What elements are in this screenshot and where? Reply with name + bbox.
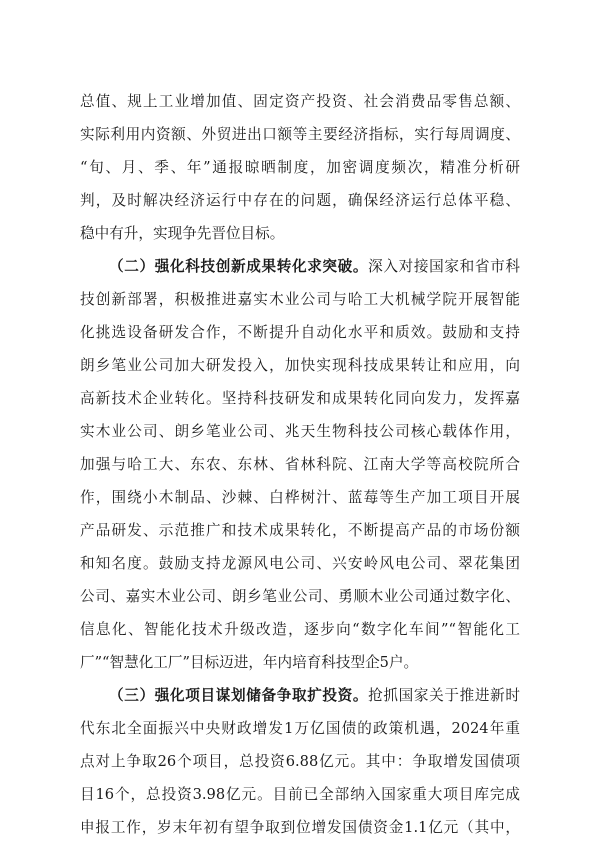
text-line: 公司、嘉实木业公司、朗乡笔业公司、勇顺木业公司通过数字化、 <box>80 588 520 605</box>
text-line: 厂”“智慧化工厂”目标迈进，年内培育科技型企5户。 <box>80 654 419 671</box>
text-line: 作，围绕小木制品、沙棘、白桦树汁、蓝莓等生产加工项目开展 <box>80 489 520 506</box>
text-line: “旬、月、季、年”通报晾晒制度，加密调度频次，精准分析研 <box>80 159 520 176</box>
text-line: 实木业公司、朗乡笔业公司、兆天生物科技公司核心载体作用， <box>80 423 520 440</box>
section-heading-line <box>109 686 520 706</box>
section-text: 深入对接国家和省市科 <box>368 258 520 275</box>
text-line: 技创新部署，积极推进嘉实木业公司与哈工大机械学院开展智能 <box>80 291 520 308</box>
section-heading: （三）强化项目谋划储备争取扩投资。 <box>109 687 369 704</box>
section-text: 抢抓国家关于推进新时 <box>368 687 520 704</box>
section-heading: （二）强化科技创新成果转化求突破。 <box>109 258 369 275</box>
text-line: 朗乡笔业公司加大研发投入，加快实现科技成果转让和应用，向 <box>80 357 520 374</box>
text-line: 产品研发、示范推广和技术成果转化，不断提高产品的市场份额 <box>80 522 520 539</box>
text-line: 目16个，总投资3.98亿元。目前已全部纳入国家重大项目库完成 <box>80 786 520 803</box>
text-line: 点对上争取26个项目，总投资6.88亿元。其中：争取增发国债项 <box>80 753 520 770</box>
text-line: 信息化、智能化技术升级改造，逐步向“数字化车间”“智能化工 <box>80 621 520 638</box>
text-line: 判，及时解决经济运行中存在的问题，确保经济运行总体平稳、 <box>80 192 520 209</box>
text-line: 代东北全面振兴中央财政增发1万亿国债的政策机遇，2024年重 <box>80 720 520 737</box>
text-line: 总值、规上工业增加值、固定资产投资、社会消费品零售总额、 <box>80 93 520 110</box>
text-line: 稳中有升，实现争先晋位目标。 <box>80 225 285 242</box>
text-line: 化挑选设备研发合作，不断提升自动化水平和质效。鼓励和支持 <box>80 324 520 341</box>
text-line: 申报工作，岁末年初有望争取到位增发国债资金1.1亿元（其中， <box>80 819 520 836</box>
text-line: 实际利用内资额、外贸进出口额等主要经济指标，实行每周调度、 <box>80 126 520 143</box>
section-heading-line <box>109 257 520 277</box>
text-line: 和知名度。鼓励支持龙源风电公司、兴安岭风电公司、翠花集团 <box>80 555 520 572</box>
text-line: 加强与哈工大、东农、东林、省林科院、江南大学等高校院所合 <box>80 456 520 473</box>
text-line: 高新技术企业转化。坚持科技研发和成果转化同向发力，发挥嘉 <box>80 390 520 407</box>
